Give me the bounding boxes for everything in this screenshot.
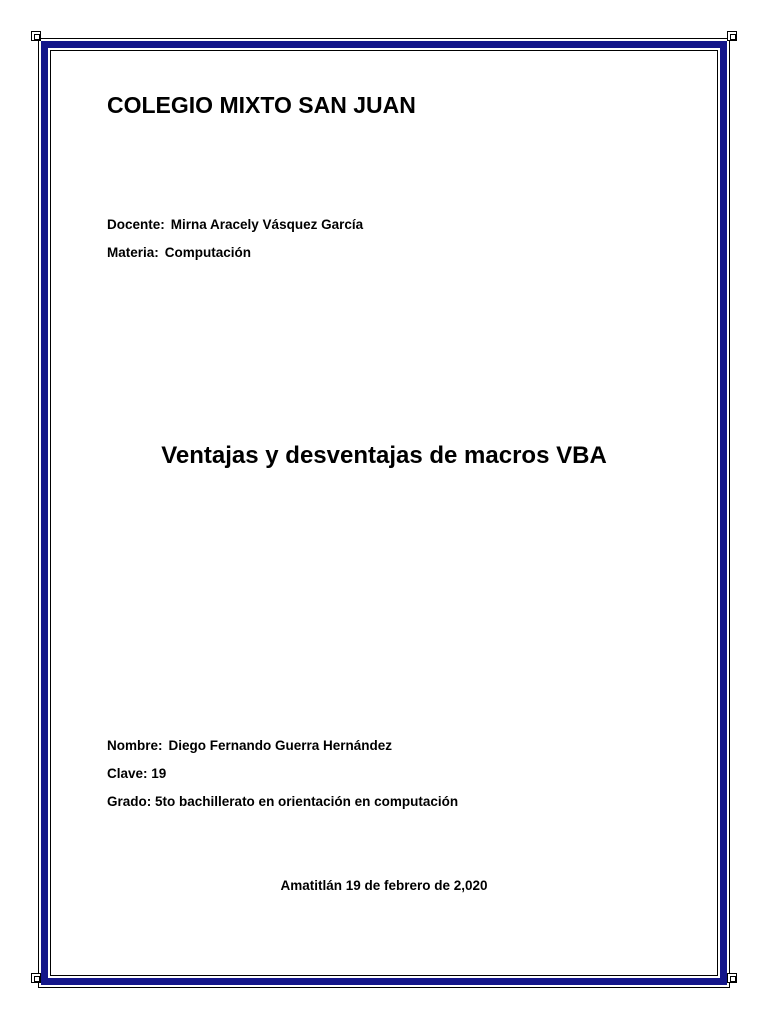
border-corner-top-right: [727, 31, 737, 41]
date-line: Amatitlán 19 de febrero de 2,020: [280, 878, 488, 893]
nombre-line: [107, 738, 392, 753]
clave-line: [107, 766, 166, 781]
grado-value: 5to bachillerato en orientación en computación: [155, 794, 459, 809]
materia-line: [107, 245, 251, 260]
page-border-inner: [50, 50, 718, 976]
border-corner-bottom-left: [31, 973, 41, 983]
school-name: COLEGIO MIXTO SAN JUAN: [107, 92, 416, 118]
materia-label: Materia:: [107, 245, 159, 260]
docente-value: Mirna Aracely Vásquez García: [170, 217, 364, 232]
border-corner-bottom-right: [727, 973, 737, 983]
grado-label: Grado:: [107, 794, 152, 809]
docente-label: Docente:: [107, 217, 165, 232]
document-title: Ventajas y desventajas de macros VBA: [161, 442, 607, 469]
nombre-label: Nombre:: [107, 738, 163, 753]
border-corner-top-left: [31, 31, 41, 41]
clave-label: Clave:: [107, 766, 148, 781]
clave-value: 19: [151, 766, 167, 781]
grado-line: [107, 794, 458, 809]
docente-line: [107, 217, 363, 232]
nombre-value: Diego Fernando Guerra Hernández: [168, 738, 393, 753]
materia-value: Computación: [164, 245, 252, 260]
